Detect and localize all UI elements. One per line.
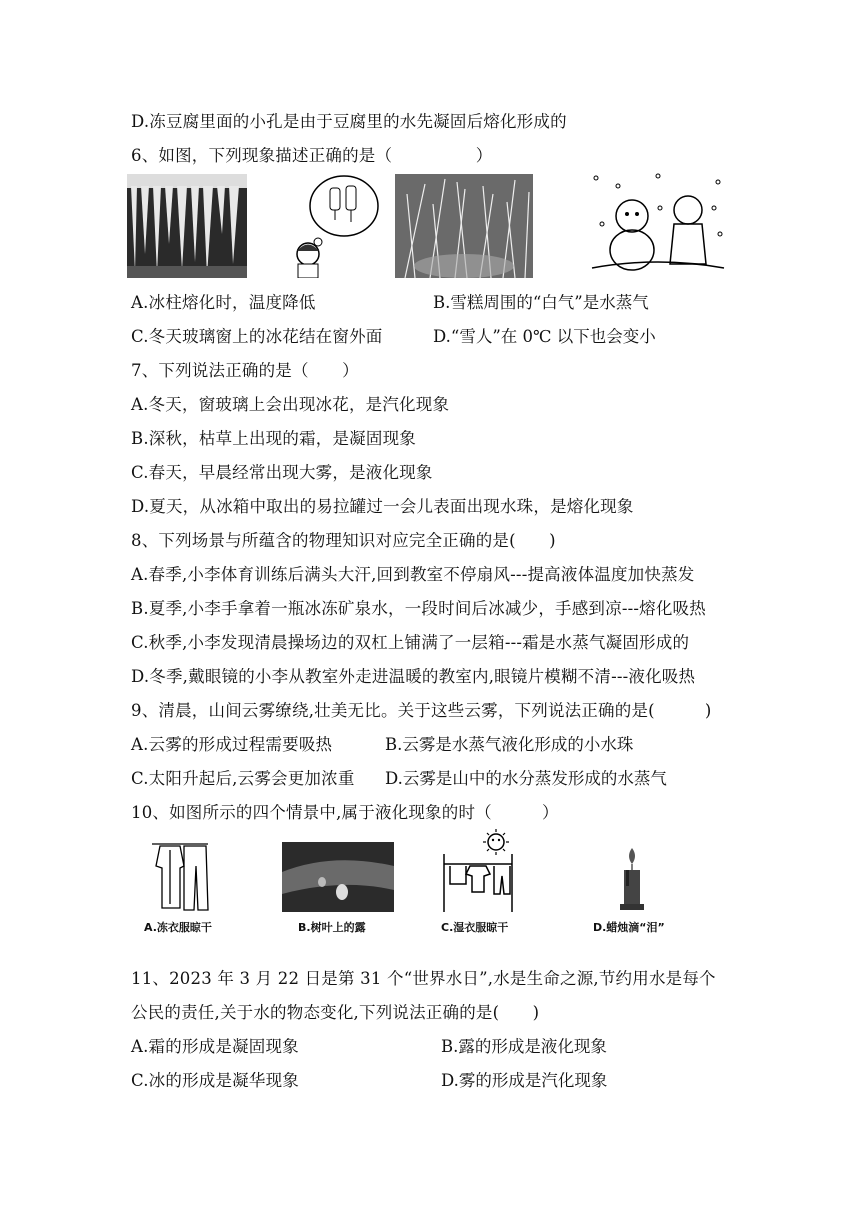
wet-clothes-drying-sun-illustration [438,828,518,914]
boy-thinking-popsicle-illustration [284,172,384,278]
dew-on-leaf-photo [282,842,394,912]
q7-option-a: A.冬天，窗玻璃上会出现冰花，是汽化现象 [131,395,450,414]
icicles-photo [127,174,247,278]
q6-option-d: D.“雪人”在 0℃ 以下也会变小 [433,327,656,346]
q9-option-d: D.云雾是山中的水分蒸发形成的水蒸气 [385,769,667,788]
q11-option-b: B.露的形成是液化现象 [441,1037,607,1056]
q9-option-a: A.云雾的形成过程需要吸热 [131,735,333,754]
q10-caption-c: C.湿衣服晾干 [441,921,509,934]
q8-stem: 8、下列场景与所蕴含的物理知识对应完全正确的是( ) [131,531,556,550]
q7-stem: 7、下列说法正确的是（ ） [131,361,359,380]
q11-stem-line-1: 11、2023 年 3 月 22 日是第 31 个“世界水日”,水是生命之源,节约用水是每个 [131,969,716,988]
q9-option-b: B.云雾是水蒸气液化形成的小水珠 [385,735,634,754]
q10-caption-d: D.蜡烛滴“泪” [593,921,665,934]
q6-option-b: B.雪糕周围的“白气”是水蒸气 [433,293,649,312]
q6-option-a: A.冰柱熔化时，温度降低 [131,293,316,312]
q10-stem: 10、如图所示的四个情景中,属于液化现象的时（ ） [131,803,559,822]
frozen-clothes-illustration [150,836,210,914]
q7-option-b: B.深秋，枯草上出现的霜，是凝固现象 [131,429,416,448]
q7-option-c: C.春天，早晨经常出现大雾，是液化现象 [131,463,433,482]
q6-stem: 6、如图，下列现象描述正确的是（ ） [131,146,493,165]
q6-option-c: C.冬天玻璃窗上的冰花结在窗外面 [131,327,383,346]
q11-option-a: A.霜的形成是凝固现象 [131,1037,299,1056]
q10-caption-b: B.树叶上的露 [298,921,366,934]
q8-option-a: A.春季,小李体育训练后满头大汗,回到教室不停扇风---提高液体温度加快蒸发 [131,565,695,584]
q8-option-c: C.秋季,小李发现清晨操场边的双杠上铺满了一层箱---霜是水蒸气凝固形成的 [131,633,690,652]
q11-stem-line-2: 公民的责任,关于水的物态变化,下列说法正确的是( ) [131,1003,540,1022]
q8-option-b: B.夏季,小李手拿着一瓶冰冻矿泉水，一段时间后冰减少，手感到凉---熔化吸热 [131,599,706,618]
q11-option-d: D.雾的形成是汽化现象 [441,1071,608,1090]
q10-caption-a: A.冻衣服晾干 [144,921,212,934]
q9-stem: 9、清晨，山间云雾缭绕,壮美无比。关于这些云雾，下列说法正确的是( ) [131,701,712,720]
frost-grass-photo [395,174,533,278]
q8-option-d: D.冬季,戴眼镜的小李从教室外走进温暖的教室内,眼镜片模糊不清---液化吸热 [131,667,696,686]
q7-option-d: D.夏天，从冰箱中取出的易拉罐过一会儿表面出现水珠，是熔化现象 [131,497,634,516]
q5-option-d: D.冻豆腐里面的小孔是由于豆腐里的水先凝固后熔化形成的 [131,112,567,131]
q9-option-c: C.太阳升起后,云雾会更加浓重 [131,769,355,788]
candle-illustration [618,846,646,912]
q11-option-c: C.冰的形成是凝华现象 [131,1071,299,1090]
snowman-illustration [588,168,728,278]
